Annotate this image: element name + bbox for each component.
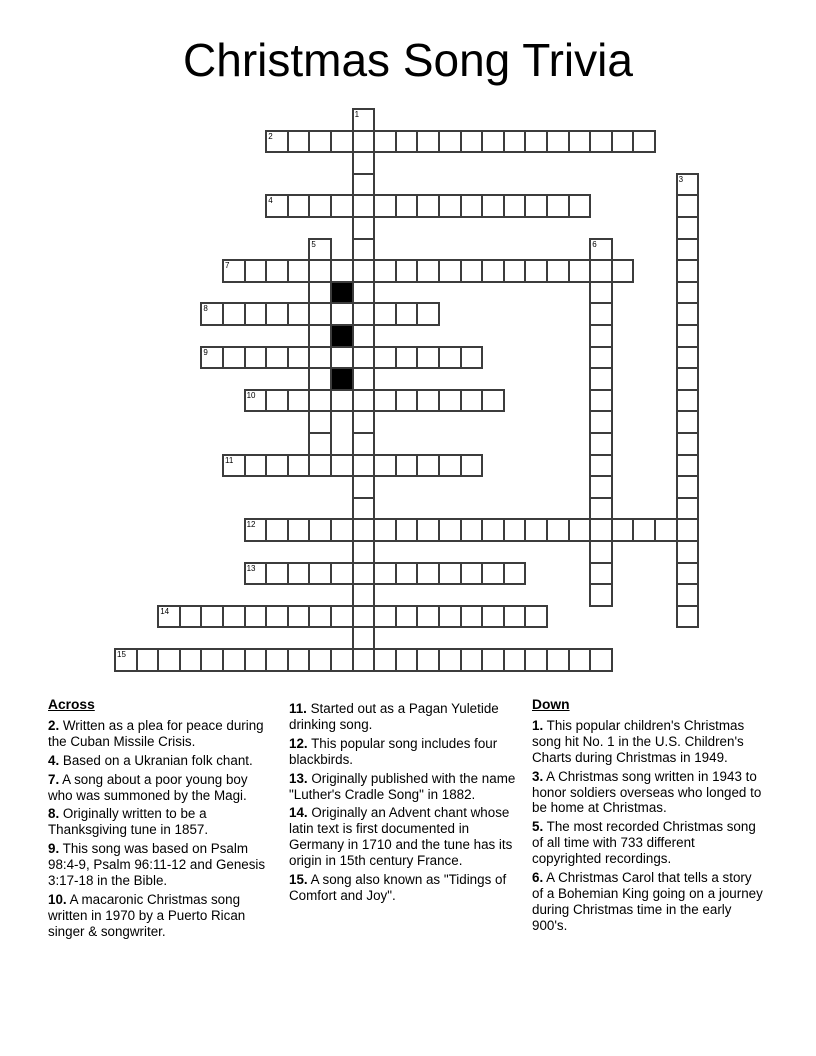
grid-cell[interactable] [547,649,569,671]
grid-cell[interactable] [590,303,612,325]
grid-cell[interactable] [331,347,353,369]
grid-cell[interactable] [677,584,699,606]
grid-cell[interactable] [331,649,353,671]
grid-cell[interactable] [288,455,310,477]
grid-cell[interactable] [245,303,267,325]
grid-cell[interactable] [223,347,245,369]
grid-cell[interactable] [439,131,461,153]
grid-cell[interactable] [266,347,288,369]
grid-cell[interactable] [309,390,331,412]
grid-cell[interactable] [417,563,439,585]
grid-cell[interactable] [309,563,331,585]
grid-cell[interactable] [353,584,375,606]
grid-cell[interactable] [353,627,375,649]
grid-cell[interactable] [331,606,353,628]
grid-cell[interactable] [266,390,288,412]
clue-item: 3. A Christmas song written in 1943 to honor soldiers overseas who longed to be home at Christmas. [532,768,762,816]
grid-cell[interactable] [288,131,310,153]
grid-cell[interactable] [590,368,612,390]
grid-cell[interactable] [461,195,483,217]
grid-cell[interactable] [396,563,418,585]
grid-cell[interactable] [612,131,634,153]
grid-cell[interactable] [504,606,526,628]
grid-cell[interactable] [374,519,396,541]
grid-cell[interactable] [353,541,375,563]
grid-cell[interactable] [266,303,288,325]
grid-cell[interactable] [590,390,612,412]
grid-cell[interactable] [353,260,375,282]
cell-number: 7 [225,261,230,271]
grid-cell[interactable] [482,195,504,217]
grid-cell[interactable] [353,649,375,671]
grid-cell[interactable] [417,260,439,282]
grid-cell[interactable] [590,325,612,347]
page-title: Christmas Song Trivia [183,34,633,86]
grid-cell[interactable] [504,260,526,282]
grid-cell[interactable] [677,174,699,196]
grid-cell[interactable] [309,455,331,477]
grid-cell[interactable] [439,195,461,217]
grid-cell[interactable] [590,347,612,369]
grid-cell[interactable] [331,390,353,412]
grid-cell[interactable] [569,131,591,153]
grid-cell[interactable] [677,325,699,347]
clue-item: 1. This popular children's Christmas song hit No. 1 in the U.S. Children's Charts during Christmas in 1949. [532,717,745,765]
grid-cell[interactable] [288,260,310,282]
grid-cell[interactable] [396,390,418,412]
grid-cell[interactable] [288,390,310,412]
grid-cell[interactable] [633,519,655,541]
grid-cell[interactable] [309,260,331,282]
grid-cell[interactable] [266,519,288,541]
cell-number: 8 [203,304,208,314]
grid-cell[interactable] [590,411,612,433]
grid-cell[interactable] [677,390,699,412]
grid-cell[interactable] [677,282,699,304]
grid-cell[interactable] [266,455,288,477]
grid-cell[interactable] [439,260,461,282]
cell-number: 9 [203,347,208,357]
clue-item: 13. Originally published with the name "Luther's Cradle Song" in 1882. [289,770,516,802]
grid-cell[interactable] [374,563,396,585]
grid-cell[interactable] [396,260,418,282]
grid-cell[interactable] [525,649,547,671]
grid-cell[interactable] [677,368,699,390]
grid-cell[interactable] [677,433,699,455]
grid-cell[interactable] [612,519,634,541]
grid-cell[interactable] [309,303,331,325]
grid-cell[interactable] [266,606,288,628]
grid-cell[interactable] [353,217,375,239]
grid-cell[interactable] [353,195,375,217]
grid-cell[interactable] [439,347,461,369]
clue-item: 4. Based on a Ukranian folk chant. [48,752,253,768]
grid-cell[interactable] [374,303,396,325]
grid-cell[interactable] [309,239,331,261]
grid-cell[interactable] [309,195,331,217]
grid-cell[interactable] [353,303,375,325]
cell-number: 1 [354,110,360,119]
grid-cell[interactable] [461,519,483,541]
grid-cell[interactable] [374,195,396,217]
grid-cell[interactable] [590,519,612,541]
grid-cell[interactable] [461,390,483,412]
grid-cell[interactable] [309,282,331,304]
grid-cell[interactable] [245,260,267,282]
grid-cell[interactable] [331,131,353,153]
cell-number: 13 [246,563,256,573]
grid-cell[interactable] [374,606,396,628]
grid-cell[interactable] [590,649,612,671]
grid-cell[interactable] [158,649,180,671]
grid-cell[interactable] [374,131,396,153]
grid-cell[interactable] [482,606,504,628]
grid-cell[interactable] [504,131,526,153]
grid-cell[interactable] [655,519,677,541]
grid-cell[interactable] [482,260,504,282]
grid-cell[interactable] [266,195,288,217]
grid-cell[interactable] [482,563,504,585]
grid-cell[interactable] [590,239,612,261]
grid-cell[interactable] [309,347,331,369]
grid-cell[interactable] [374,260,396,282]
grid-cell[interactable] [677,606,699,628]
grid-cell[interactable] [461,131,483,153]
grid-cell[interactable] [547,260,569,282]
grid-cell[interactable] [590,433,612,455]
grid-cell[interactable] [288,347,310,369]
cell-number: 4 [268,196,273,206]
grid-cell[interactable] [417,131,439,153]
grid-cell[interactable] [461,455,483,477]
grid-cell[interactable] [504,195,526,217]
grid-cell[interactable] [569,195,591,217]
cell-number: 3 [678,174,684,184]
grid-cell[interactable] [633,131,655,153]
grid-cell[interactable] [353,282,375,304]
grid-cell[interactable] [115,649,137,671]
grid-cell[interactable] [223,260,245,282]
clue-item: 6. A Christmas Carol that tells a story of a Bohemian King going on a journey during Christmas time in the early 900's. [532,870,763,933]
grid-cell[interactable] [569,519,591,541]
grid-cell[interactable] [353,498,375,520]
grid-cell[interactable] [353,131,375,153]
across-clue-list [48,718,270,940]
grid-cell[interactable] [353,174,375,196]
grid-cell[interactable] [590,260,612,282]
grid-cell[interactable] [374,455,396,477]
grid-cell[interactable] [396,303,418,325]
across-clue-list-2 [289,701,521,904]
grid-cell[interactable] [482,649,504,671]
grid-cell[interactable] [547,195,569,217]
grid-cell[interactable] [309,325,331,347]
grid-cell[interactable] [288,606,310,628]
black-cell [331,282,353,304]
grid-cell[interactable] [590,282,612,304]
clue-item: 9. This song was based on Psalm 98:4-9, Psalm 96:11-12 and Genesis 3:17-18 in the Bible. [48,841,266,889]
grid-cell[interactable] [396,131,418,153]
grid-cell[interactable] [482,519,504,541]
clue-item: 14. Originally an Advent chant whose latin text is first documented in Germany in 1710 and the tune has its origin in 15th century France. [289,805,513,869]
grid-cell[interactable] [461,606,483,628]
grid-cell[interactable] [677,239,699,261]
across-header: Across [48,697,95,712]
clue-item: 15. A song also known as "Tidings of Comfort and Joy". [289,872,507,903]
grid-cell[interactable] [482,390,504,412]
grid-cell[interactable] [396,606,418,628]
grid-cell[interactable] [525,131,547,153]
grid-cell[interactable] [201,303,223,325]
grid-cell[interactable] [461,563,483,585]
grid-cell[interactable] [461,260,483,282]
grid-cell[interactable] [417,519,439,541]
grid-cell[interactable] [677,260,699,282]
grid-cell[interactable] [288,649,310,671]
clue-item: 2. Written as a plea for peace during the Cuban Missile Crisis. [48,717,264,749]
grid-cell[interactable] [223,649,245,671]
cell-number: 15 [117,650,126,659]
grid-cell[interactable] [677,455,699,477]
grid-cell[interactable] [439,563,461,585]
grid-cell[interactable] [266,131,288,153]
grid-cell[interactable] [201,649,223,671]
cell-number: 2 [268,131,273,141]
grid-cell[interactable] [547,131,569,153]
grid-cell[interactable] [439,519,461,541]
grid-cell[interactable] [677,217,699,239]
grid-cell[interactable] [180,606,202,628]
grid-cell[interactable] [677,476,699,498]
grid-cell[interactable] [245,455,267,477]
grid-cell[interactable] [461,347,483,369]
grid-cell[interactable] [677,347,699,369]
grid-cell[interactable] [417,195,439,217]
grid-cell[interactable] [417,303,439,325]
grid-cell[interactable] [677,195,699,217]
black-cell [331,325,353,347]
grid-cell[interactable] [309,649,331,671]
grid-cell[interactable] [331,303,353,325]
across-clues-column [48,697,270,943]
grid-cell[interactable] [590,455,612,477]
grid-cell[interactable] [482,131,504,153]
grid-cell[interactable] [547,519,569,541]
grid-cell[interactable] [569,649,591,671]
grid-cell[interactable] [590,563,612,585]
grid-cell[interactable] [525,519,547,541]
clue-item: 11. Started out as a Pagan Yuletide drinking song. [289,701,499,732]
grid-cell[interactable] [590,498,612,520]
grid-cell[interactable] [396,649,418,671]
grid-cell[interactable] [353,519,375,541]
grid-cell[interactable] [288,303,310,325]
grid-cell[interactable] [374,649,396,671]
grid-cell[interactable] [353,411,375,433]
grid-cell[interactable] [677,411,699,433]
grid-cell[interactable] [158,606,180,628]
grid-cell[interactable] [590,476,612,498]
grid-cell[interactable] [590,584,612,606]
cell-number: 10 [246,390,256,400]
grid-cell[interactable] [309,433,331,455]
grid-cell[interactable] [245,347,267,369]
grid-cell[interactable] [331,519,353,541]
grid-cell[interactable] [417,649,439,671]
grid-cell[interactable] [180,649,202,671]
clue-item: 8. Originally written to be a Thanksgiving tune in 1857. [48,806,209,838]
grid-cell[interactable] [525,260,547,282]
grid-cell[interactable] [245,519,267,541]
grid-cell[interactable] [223,606,245,628]
grid-cell[interactable] [417,455,439,477]
grid-cell[interactable] [374,347,396,369]
grid-cell[interactable] [245,390,267,412]
cell-number: 12 [246,520,256,530]
grid-cell[interactable] [331,455,353,477]
grid-cell[interactable] [309,411,331,433]
grid-cell[interactable] [353,325,375,347]
grid-cell[interactable] [417,606,439,628]
grid-cell[interactable] [353,433,375,455]
grid-cell[interactable] [201,347,223,369]
grid-cell[interactable] [223,455,245,477]
grid-cell[interactable] [525,195,547,217]
grid-cell[interactable] [439,455,461,477]
across-clues-column-2 [289,701,521,907]
grid-cell[interactable] [353,239,375,261]
cell-number: 5 [311,239,316,249]
grid-cell[interactable] [331,563,353,585]
grid-cell[interactable] [396,347,418,369]
clue-item: 10. A macaronic Christmas song written in 1970 by a Puerto Rican singer & songwriter. [48,891,246,939]
grid-cell[interactable] [353,152,375,174]
grid-cell[interactable] [353,606,375,628]
grid-cell[interactable] [245,606,267,628]
grid-cell[interactable] [353,368,375,390]
down-clue-list [532,718,766,934]
grid-cell[interactable] [396,519,418,541]
grid-cell[interactable] [353,390,375,412]
grid-cell[interactable] [677,541,699,563]
clue-item: 5. The most recorded Christmas song of all time with 733 different copyrighted recordings. [532,819,756,867]
grid-cell[interactable] [612,260,634,282]
down-header: Down [532,697,570,712]
grid-cell[interactable] [201,606,223,628]
grid-cell[interactable] [677,519,699,541]
cell-number: 14 [160,606,170,616]
grid-cell[interactable] [245,649,267,671]
grid-cell[interactable] [266,563,288,585]
grid-cell[interactable] [374,390,396,412]
grid-cell[interactable] [137,649,159,671]
grid-cell[interactable] [288,195,310,217]
grid-cell[interactable] [309,368,331,390]
black-cell [331,368,353,390]
grid-cell[interactable] [417,347,439,369]
grid-cell[interactable] [504,563,526,585]
grid-cell[interactable] [288,519,310,541]
grid-cell[interactable] [677,303,699,325]
grid-cell[interactable] [417,390,439,412]
grid-cell[interactable] [353,455,375,477]
grid-cell[interactable] [569,260,591,282]
grid-cell[interactable] [353,563,375,585]
grid-cell[interactable] [590,541,612,563]
grid-cell[interactable] [590,131,612,153]
down-clues-column [532,697,766,937]
grid-cell[interactable] [353,347,375,369]
grid-cell[interactable] [353,476,375,498]
grid-cell[interactable] [223,303,245,325]
clue-item: 12. This popular song includes four blackbirds. [289,735,498,767]
cell-number: 6 [592,239,597,249]
grid-cell[interactable] [331,195,353,217]
grid-cell[interactable] [309,519,331,541]
grid-cell[interactable] [504,519,526,541]
grid-cell[interactable] [266,649,288,671]
grid-cell[interactable] [504,649,526,671]
clue-item: 7. A song about a poor young boy who was summoned by the Magi. [48,771,248,803]
grid-cell[interactable] [288,563,310,585]
grid-cell[interactable] [461,649,483,671]
grid-cell[interactable] [331,260,353,282]
grid-cell[interactable] [439,606,461,628]
grid-cell[interactable] [396,195,418,217]
grid-cell[interactable] [439,649,461,671]
grid-cell[interactable] [396,455,418,477]
grid-cell[interactable] [309,131,331,153]
grid-cell[interactable] [353,109,375,131]
grid-cell[interactable] [525,606,547,628]
grid-cell[interactable] [677,563,699,585]
grid-cell[interactable] [309,606,331,628]
grid-cell[interactable] [439,390,461,412]
grid-cell[interactable] [245,563,267,585]
grid-cell[interactable] [677,498,699,520]
cell-number: 11 [225,455,234,465]
grid-cell[interactable] [266,260,288,282]
